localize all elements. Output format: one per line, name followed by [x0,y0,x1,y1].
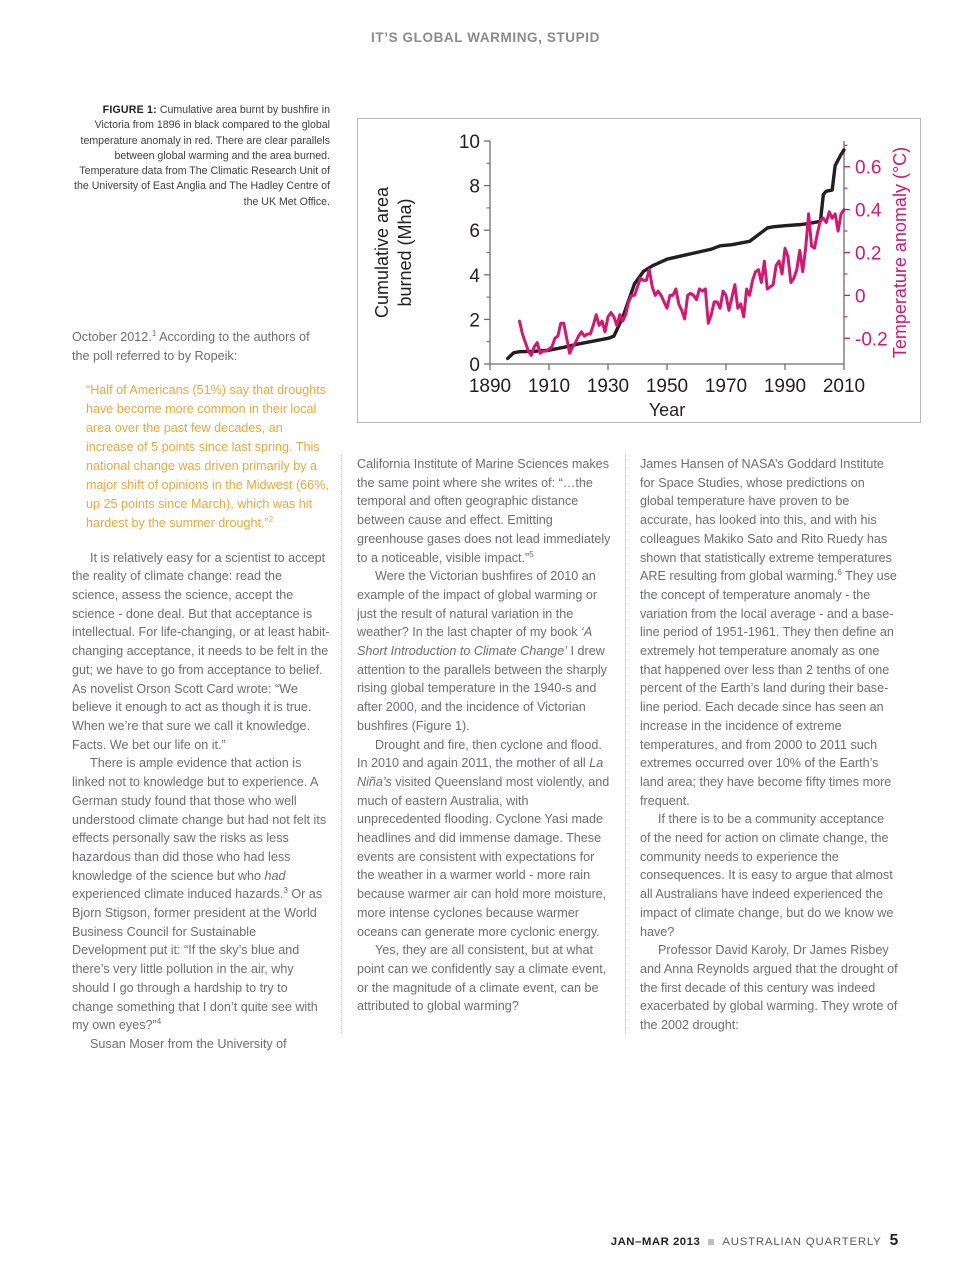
body-paragraph: October 2012.$^1$ According to the authors of the poll referred to by Ropeik: [72,328,310,363]
left-axis-tick-label: 6 [469,221,480,243]
right-axis-tick-label: 0.6 [855,157,882,179]
body-column-right [640,455,898,1035]
figure-caption-text: Cumulative area burnt by bushfire in Victoria from 1896 in black compared to the global temperature anomaly in red. There are clear parallels between global warming and the area burned. Temperature data from The Climatic Research Unit of the University of East Anglia and The Hadley Centre of the UK Met Office. [74,104,330,208]
right-axis-tick-label: 0.2 [855,243,882,265]
body-paragraph: Drought and fire, then cyclone and flood. In 2010 and again 2011, the mother of all La Niña’s visited Queensland most violently, and much of eastern Australia, with unprecedented flooding. Cyclone Yasi made headlines and did immense damage. These events are consistent with expectations for the weather in a warmer world - more rain because warmer air can hold more moisture, more intense cyclones because warmer oceans can generate more cyclonic energy. [357,737,610,939]
x-axis-title: Year [648,400,686,420]
footer-issue: JAN–MAR 2013 [610,1236,701,1248]
figure-label: FIGURE 1: [102,104,157,116]
left-axis-tick-label: 2 [469,310,480,332]
page-number: 5 [889,1232,899,1249]
left-axis-tick-label: 10 [458,132,480,153]
right-axis-title [890,147,910,358]
running-head: IT’S GLOBAL WARMING, STUPID [371,30,600,45]
footer-journal: AUSTRALIAN QUARTERLY [722,1236,882,1248]
figure-1-chart [357,118,921,423]
body-paragraph: California Institute of Marine Sciences makes the same point where she writes of: “…the temporal and often geographic distance between cause and effect. Emitting greenhouse gases does not lead immediately to a noticeable, visible impact.”$^5$ [357,457,611,565]
body-column-left [72,328,330,1054]
right-axis-tick-label: -0.2 [855,329,888,351]
x-axis-tick-label: 1990 [763,376,807,397]
left-axis-tick-label: 4 [469,265,480,287]
x-axis-tick-label: 2010 [822,376,866,397]
body-paragraph: James Hansen of NASA’s Goddard Institute for Space Studies, whose predictions on global temperature have proven to be accurate, has looked into this, and with his colleagues Makiko Sato and Rito Ruedy has shown that statistically extreme temperatures ARE resulting from global warming.$^6$ They use the concept of temperature anomaly - the variation from the local average - and a base-line period of 1951-1961. They then define an extremely hot temperature anomaly as one that happened over less than 2 tenths of one percent of the Earth’s land during their base-line period. Each decade since has seen an increase in the incidence of extreme temperatures, and from 2000 to 2011 such extremes occurred over 10% of the Earth’s land area; they have become fifty times more frequent. [640,457,897,808]
column-divider-1 [341,455,342,1033]
chart-svg [358,119,920,422]
body-paragraph: It is relatively easy for a scientist to accept the reality of climate change: read the science, assess the science, accept the science - done deal. But that acceptance is intellectual. For life-changing, or at least habit-changing acceptance, it needs to be felt in the gut; we have to go from acceptance to belief. As novelist Orson Scott Card wrote: “We believe it enough to act as though it is true. When we’re that sure we call it knowledge. Facts. We bet our life on it.” [72,550,330,752]
right-axis-tick-label: 0.4 [855,200,882,222]
x-axis-tick-label: 1890 [468,376,512,397]
body-paragraph: Susan Moser from the University of [90,1036,287,1051]
left-axis-tick-label: 0 [469,355,480,376]
page-footer [611,1232,899,1250]
right-axis-tick-label: 0 [855,286,866,308]
body-paragraph: Yes, they are all consistent, but at what point can we confidently say a climate event, or the magnitude of a climate event, can be attributed to global warming? [357,943,607,1014]
body-column-middle [357,455,615,1016]
body-paragraph: There is ample evidence that action is linked not to knowledge but to experience. A German study found that those who well understood climate change but had not felt its effects personally saw the risks as less hazardous than did those who had less knowledge of the science but who had experienced climate induced hazards.$^3$ Or as Bjorn Stigson, former president at the World Business Council for Sustainable Development put it: “If the sky’s blue and there’s very little pollution in the air, why should I go through a hardship to try to change something that I don’t quite see with my own eyes?”$^4$ [72,756,327,1033]
chart-series-area-burned [508,150,844,359]
x-axis-tick-label: 1950 [645,376,689,397]
body-paragraph: If there is to be a community acceptance of the need for action on climate change, the community needs to experience the consequences. It is easy to argue that almost all Australians have indeed experienced the impact of climate change, but do we know we have? [640,812,894,939]
left-axis-tick-label: 8 [469,176,480,198]
body-paragraph: Were the Victorian bushfires of 2010 an example of the impact of global warming or just the result of natural variation in the weather? In the last chapter of my book ‘A Short Introduction to Climate Change’ I drew attention to the parallels between the sharply rising global temperature in the 1940-s and after 2000, and the incidence of Victorian bushfires (Figure 1). [357,569,607,733]
chart-series-temperature-anomaly [520,210,845,356]
column-divider-2 [625,455,626,1033]
left-axis-title [372,186,415,318]
x-axis-tick-label: 1930 [586,376,630,397]
footer-square-icon [708,1239,714,1245]
x-axis-tick-label: 1910 [527,376,571,397]
pull-quote: “Half of Americans (51%) say that droughts have become more common in their local area over the past few decades, an increase of 5 points since last spring. This national change was driven primarily by a major shift of opinions in the Midwest (66%, up 25 points since March), which was hit hardest by the summer drought.”$^2$ [86,383,329,530]
figure-caption [72,103,330,210]
x-axis-tick-label: 1970 [704,376,748,397]
svg-text:burned (Mha): burned (Mha) [395,198,415,307]
body-paragraph: Professor David Karoly, Dr James Risbey and Anna Reynolds argued that the drought of the first decade of this century was indeed exacerbated by global warming. They wrote of the 2002 drought: [640,943,898,1033]
svg-text:Temperature anomaly (°C): Temperature anomaly (°C) [890,146,910,359]
svg-text:Cumulative area: Cumulative area [372,186,392,319]
